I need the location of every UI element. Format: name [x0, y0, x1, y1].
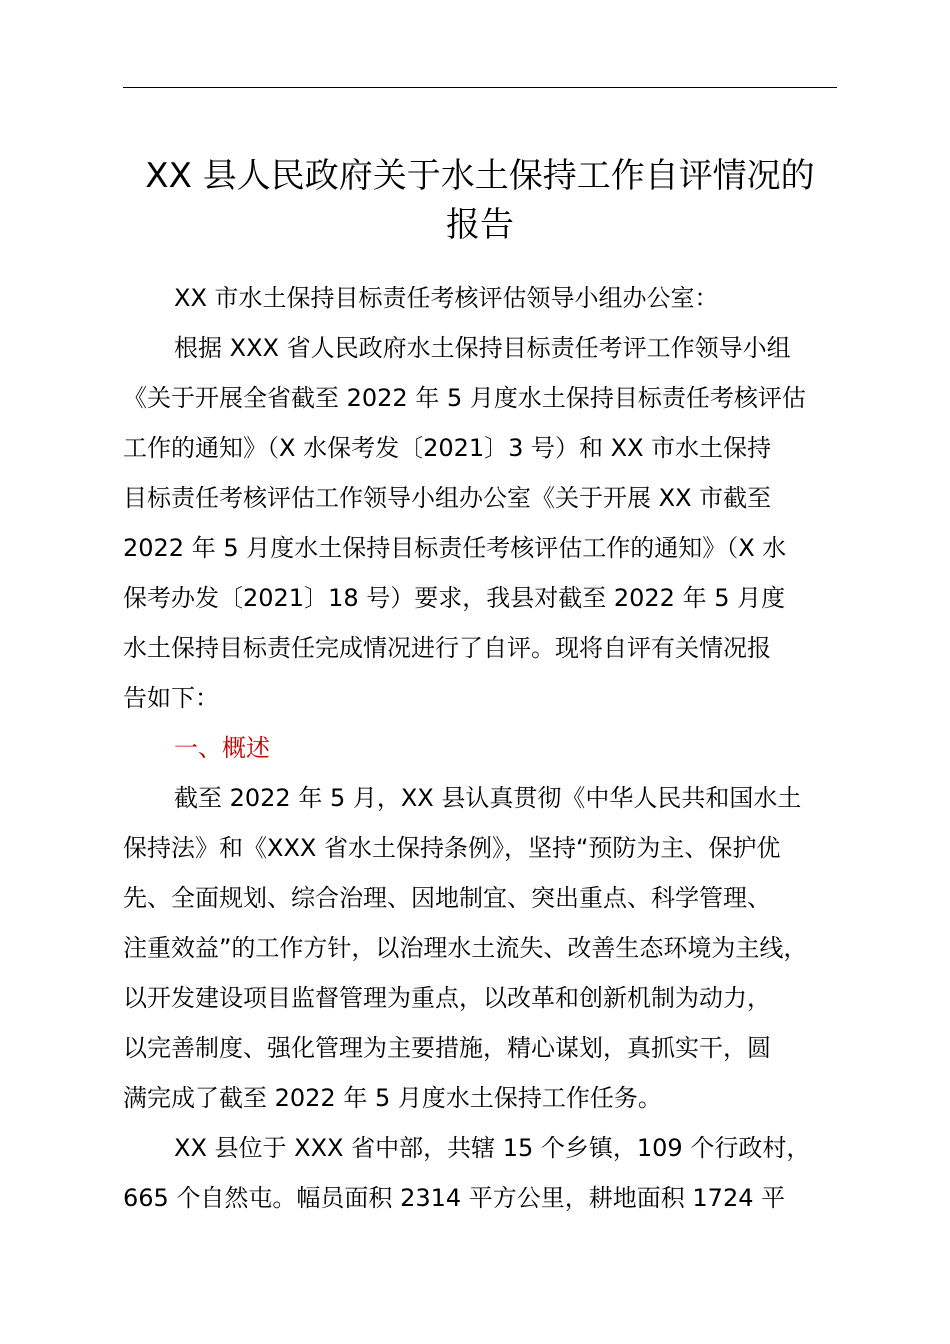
body-line: 根据 XXX 省人民政府水土保持目标责任考评工作领导小组	[174, 334, 791, 362]
document-title-line-1: XX 县人民政府关于水土保持工作自评情况的	[145, 156, 815, 196]
body-line: 满完成了截至 2022 年 5 月度水土保持工作任务。	[123, 1084, 662, 1112]
top-rule	[123, 87, 837, 88]
body-line: 保考办发〔2021〕18 号）要求，我县对截至 2022 年 5 月度	[123, 584, 786, 612]
body-line: 水土保持目标责任完成情况进行了自评。现将自评有关情况报	[123, 634, 771, 662]
body-line: 保持法》和《XXX 省水土保持条例》，坚持“预防为主、保护优	[123, 834, 781, 862]
body-line: 工作的通知》（X 水保考发〔2021〕3 号）和 XX 市水土保持	[123, 434, 772, 462]
document-title-line-2: 报告	[446, 205, 514, 245]
body-line: 以完善制度、强化管理为主要措施，精心谋划，真抓实干，圆	[123, 1034, 771, 1062]
salutation: XX 市水土保持目标责任考核评估领导小组办公室：	[174, 284, 719, 312]
body-line: 先、全面规划、综合治理、因地制宜、突出重点、科学管理、	[123, 884, 771, 912]
body-line: 665 个自然屯。幅员面积 2314 平方公里，耕地面积 1724 平	[123, 1184, 786, 1212]
body-line: 以开发建设项目监督管理为重点，以改革和创新机制为动力，	[123, 984, 771, 1012]
body-line: 《关于开展全省截至 2022 年 5 月度水土保持目标责任考核评估	[123, 384, 806, 412]
body-line: 目标责任考核评估工作领导小组办公室《关于开展 XX 市截至	[123, 484, 772, 512]
body-line: XX 县位于 XXX 省中部，共辖 15 个乡镇，109 个行政村，	[174, 1134, 811, 1162]
body-line: 注重效益”的工作方针，以治理水土流失、改善生态环境为主线，	[123, 934, 808, 962]
body-line: 告如下：	[123, 684, 219, 712]
body-line: 2022 年 5 月度水土保持目标责任考核评估工作的通知》（X 水	[123, 534, 787, 562]
section-heading-overview: 一、概述	[174, 734, 270, 762]
body-line: 截至 2022 年 5 月，XX 县认真贯彻《中华人民共和国水土	[174, 784, 802, 812]
